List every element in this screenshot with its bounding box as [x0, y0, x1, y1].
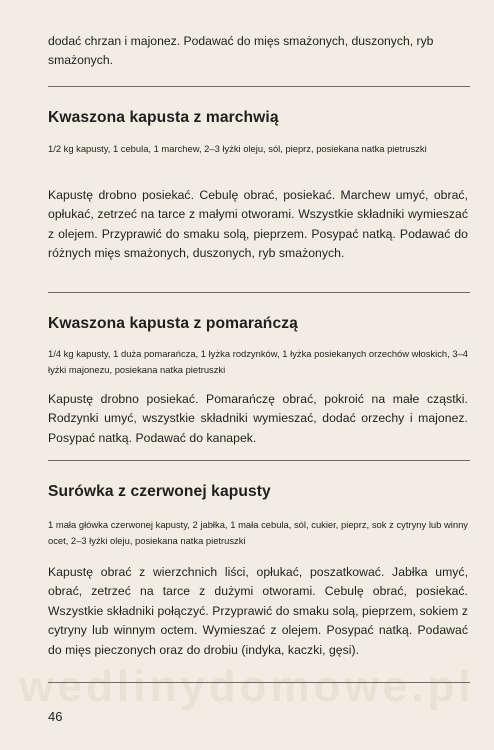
recipe-ingredients: 1/4 kg kapusty, 1 duża pomarańcza, 1 łyżka rodzynków, 1 łyżka posiekanych orzechów włoskich, 3–4 łyżki majonezu, posiekana natka pietruszki	[48, 348, 468, 375]
recipe-ingredients: 1 mała główka czerwonej kapusty, 2 jabłka, 1 mała cebula, sól, cukier, pieprz, sok z cytryny lub winny ocet, 2–3 łyżki oleju, posiekana natka pietruszki	[48, 519, 468, 546]
recipe-title: Kwaszona kapusta z pomarańczą	[48, 315, 298, 332]
page-number: 46	[48, 709, 63, 724]
recipe-instructions: Kapustę drobno posiekać. Pomarańczę obrać, pokroić na małe cząstki. Rodzynki umyć, wszystkie składniki wymieszać, dodać orzechy i majonez. Posypać natką. Podawać do kanapek.	[48, 392, 468, 445]
recipe-instructions: Kapustę obrać z wierzchnich liści, opłukać, poszatkować. Jabłka umyć, obrać, zetrzeć na tarce z dużymi otworami. Cebulę obrać, posiekać. Wszystkie składniki połączyć. Przyprawić do smaku solą, pieprzem, sokiem z cytryny lub winnym octem. Wymieszać z olejem. Posypać natką. Podawać do mięs pieczonych oraz do drobiu (indyka, kaczki, gęsi).	[48, 565, 468, 657]
recipe-instructions-block	[48, 563, 468, 660]
recipe-instructions: Kapustę drobno posiekać. Cebulę obrać, posiekać. Marchew umyć, obrać, opłukać, zetrzeć na tarce z małymi otworami. Wszystkie składniki wymieszać z olejem. Przyprawić do smaku solą, pieprzem. Posypać natką. Podawać do różnych mięs smażonych, duszonych, ryb smażonych.	[48, 188, 468, 261]
recipe-ingredients-block	[48, 141, 468, 157]
recipe-instructions-block	[48, 186, 468, 264]
recipe-instructions-block	[48, 390, 468, 448]
section-divider	[48, 292, 470, 293]
recipe-title: Surówka z czerwonej kapusty	[48, 483, 271, 500]
recipe-title: Kwaszona kapusta z marchwią	[48, 109, 279, 126]
footer-divider	[48, 682, 470, 683]
recipe-ingredients-block	[48, 517, 468, 548]
section-divider	[48, 86, 470, 87]
recipe-ingredients: 1/2 kg kapusty, 1 cebula, 1 marchew, 2–3 łyżki oleju, sól, pieprz, posiekana natka pietruszki	[48, 143, 427, 154]
section-divider	[48, 460, 470, 461]
intro-paragraph: dodać chrzan i majonez. Podawać do mięs smażonych, duszonych, ryb smażonych.	[48, 34, 434, 68]
intro-paragraph-block	[48, 32, 468, 71]
watermark: wedlinydomowe.pl	[19, 662, 475, 711]
recipe-ingredients-block	[48, 346, 468, 377]
